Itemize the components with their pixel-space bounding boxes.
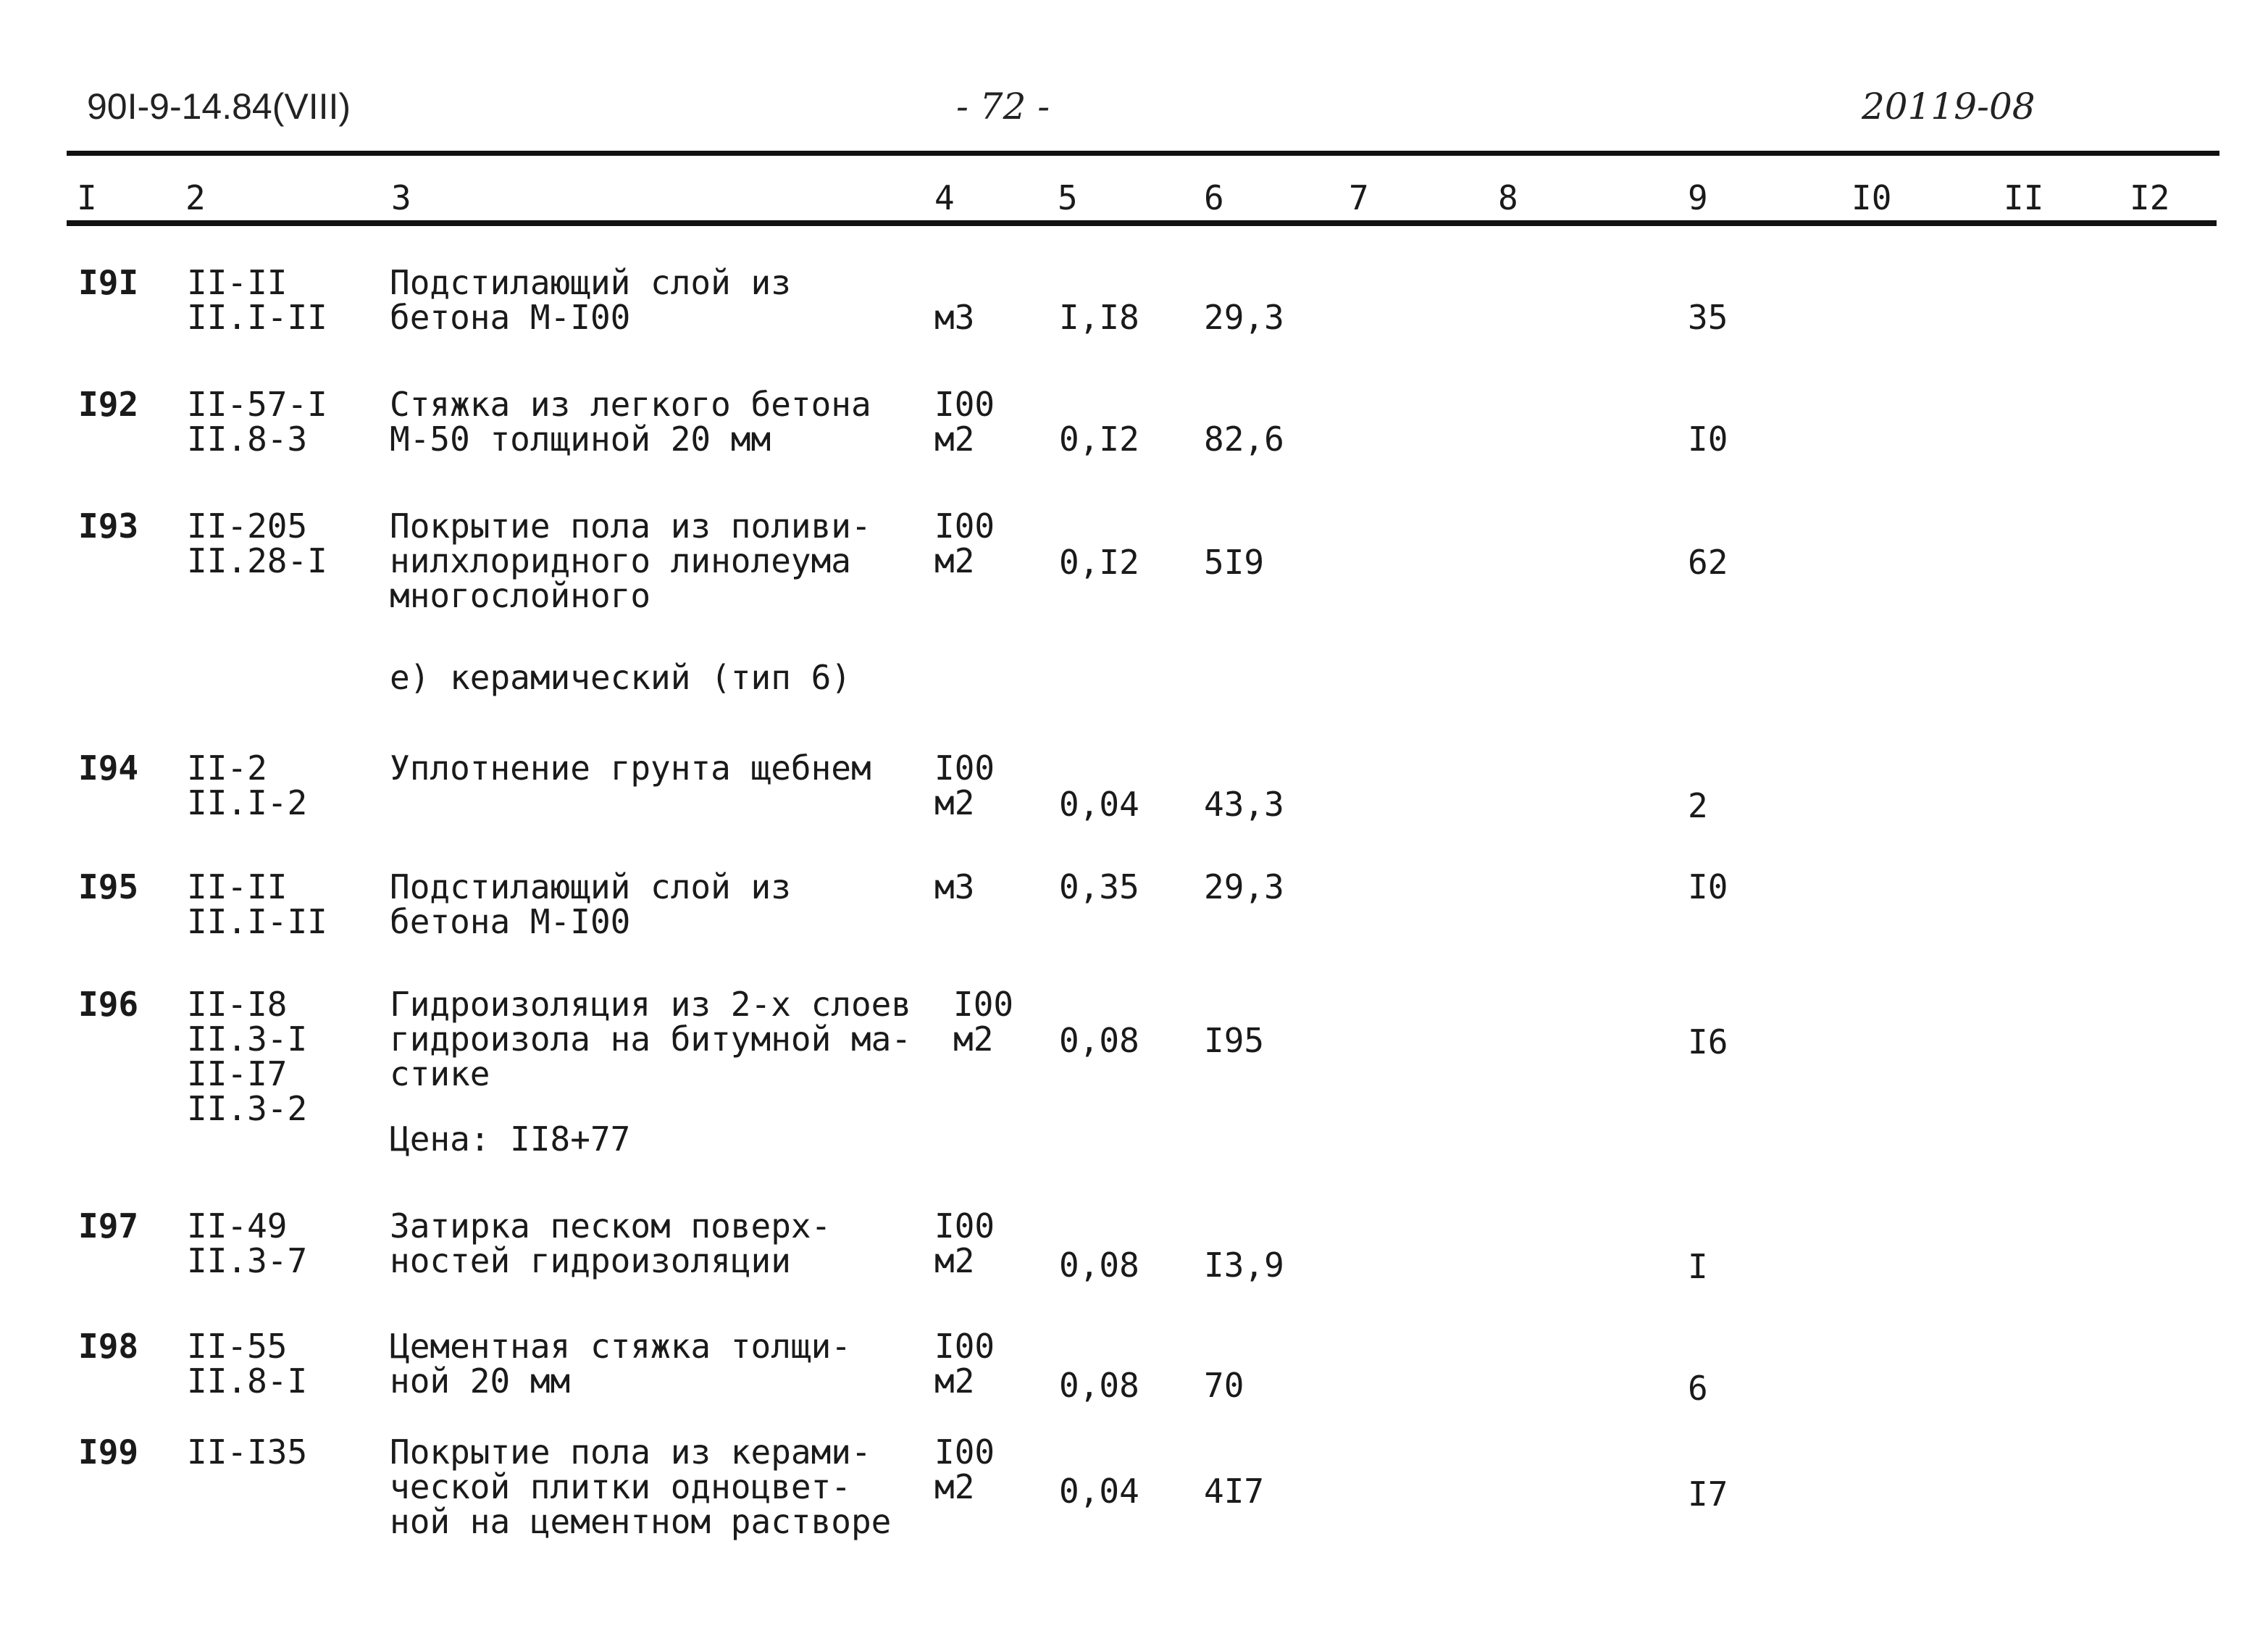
- norm-code: II-49 II.3-7: [187, 1206, 308, 1280]
- section-title: е) керамический (тип 6): [390, 658, 851, 697]
- column-header: 6: [1204, 178, 1224, 217]
- row-number: I9I: [78, 263, 139, 302]
- work-description: Покрытие пола из поливи- нилхлоридного линолеума многослойного: [390, 506, 871, 615]
- norm-code: II-2 II.I-2: [187, 748, 308, 822]
- row-number: I99: [78, 1432, 139, 1472]
- unit: I00 м2: [934, 1327, 995, 1401]
- unit: I00 м2: [934, 385, 995, 459]
- norm-code: II-I35: [187, 1432, 308, 1472]
- quantity: 0,08: [1059, 1021, 1139, 1060]
- unit-price: 29,3: [1204, 867, 1284, 906]
- unit: I00 м2: [934, 506, 995, 580]
- quantity: 0,04: [1059, 1472, 1139, 1511]
- row-number: I94: [78, 748, 139, 788]
- header-rule: [67, 220, 2217, 226]
- column-header: I: [77, 178, 97, 217]
- column-header: 8: [1498, 178, 1518, 217]
- norm-code: II-II II.I-II: [187, 263, 327, 337]
- page-number: - 72 -: [956, 85, 1050, 128]
- unit: I00 м2: [934, 1432, 995, 1506]
- column-header: 3: [391, 178, 411, 217]
- total-cost: I6: [1688, 1022, 1728, 1061]
- quantity: 0,08: [1059, 1366, 1139, 1405]
- column-header: II: [2004, 178, 2044, 217]
- inventory-number: 20119-08: [1862, 85, 2035, 128]
- top-rule: [67, 151, 2219, 156]
- total-cost: 35: [1688, 298, 1728, 337]
- row-number: I98: [78, 1327, 139, 1366]
- total-cost: 62: [1688, 543, 1728, 582]
- column-header: 9: [1688, 178, 1708, 217]
- quantity: I,I8: [1059, 298, 1139, 337]
- work-description: Затирка песком поверх- ностей гидроизоляции: [390, 1206, 832, 1280]
- quantity: 0,04: [1059, 785, 1139, 824]
- column-header: I2: [2130, 178, 2170, 217]
- unit-price: 70: [1204, 1366, 1244, 1405]
- norm-code: II-205 II.28-I: [187, 506, 327, 580]
- row-number: I96: [78, 985, 139, 1024]
- norm-code: II-55 II.8-I: [187, 1327, 308, 1401]
- work-description: Цементная стяжка толщи- ной 20 мм: [390, 1327, 851, 1401]
- column-header: I0: [1851, 178, 1892, 217]
- document-code: 90I-9-14.84(VIII): [87, 86, 351, 127]
- unit: I00 м2: [953, 985, 1014, 1059]
- unit-price: I95: [1204, 1021, 1265, 1060]
- total-cost: I0: [1688, 420, 1728, 459]
- quantity: 0,08: [1059, 1246, 1139, 1285]
- row-number: I93: [78, 506, 139, 546]
- unit: м3: [934, 298, 975, 337]
- norm-code: II-57-I II.8-3: [187, 385, 327, 459]
- total-cost: 2: [1688, 786, 1708, 825]
- unit-price: 29,3: [1204, 298, 1284, 337]
- column-header: 2: [185, 178, 206, 217]
- row-number: I97: [78, 1206, 139, 1246]
- column-header: 4: [934, 178, 955, 217]
- work-description: Подстилающий слой из бетона М-I00: [390, 867, 791, 941]
- row-number: I95: [78, 867, 139, 906]
- unit-price: 82,6: [1204, 420, 1284, 459]
- price-note: Цена: II8+77: [390, 1119, 631, 1159]
- total-cost: I: [1688, 1247, 1708, 1286]
- column-header: 7: [1349, 178, 1369, 217]
- unit-price: I3,9: [1204, 1246, 1284, 1285]
- norm-code: II-II II.I-II: [187, 867, 327, 941]
- unit-price: 4I7: [1204, 1472, 1265, 1511]
- work-description: Гидроизоляция из 2-х слоев гидроизола на битумной ма- стике: [390, 985, 912, 1093]
- unit: I00 м2: [934, 1206, 995, 1280]
- quantity: 0,I2: [1059, 543, 1139, 582]
- row-number: I92: [78, 385, 139, 424]
- work-description: Уплотнение грунта щебнем: [390, 748, 871, 788]
- unit: м3: [934, 867, 975, 906]
- unit-price: 5I9: [1204, 543, 1265, 582]
- unit: I00 м2: [934, 748, 995, 822]
- total-cost: 6: [1688, 1369, 1708, 1408]
- work-description: Покрытие пола из керами- ческой плитки одноцвет- ной на цементном растворе: [390, 1432, 892, 1541]
- work-description: Подстилающий слой из бетона М-I00: [390, 263, 791, 337]
- quantity: 0,35: [1059, 867, 1139, 906]
- quantity: 0,I2: [1059, 420, 1139, 459]
- column-header: 5: [1058, 178, 1078, 217]
- unit-price: 43,3: [1204, 785, 1284, 824]
- work-description: Стяжка из легкого бетона М-50 толщиной 20 мм: [390, 385, 871, 459]
- total-cost: I7: [1688, 1474, 1728, 1514]
- total-cost: I0: [1688, 867, 1728, 906]
- norm-code: II-I8 II.3-I II-I7 II.3-2: [187, 985, 308, 1128]
